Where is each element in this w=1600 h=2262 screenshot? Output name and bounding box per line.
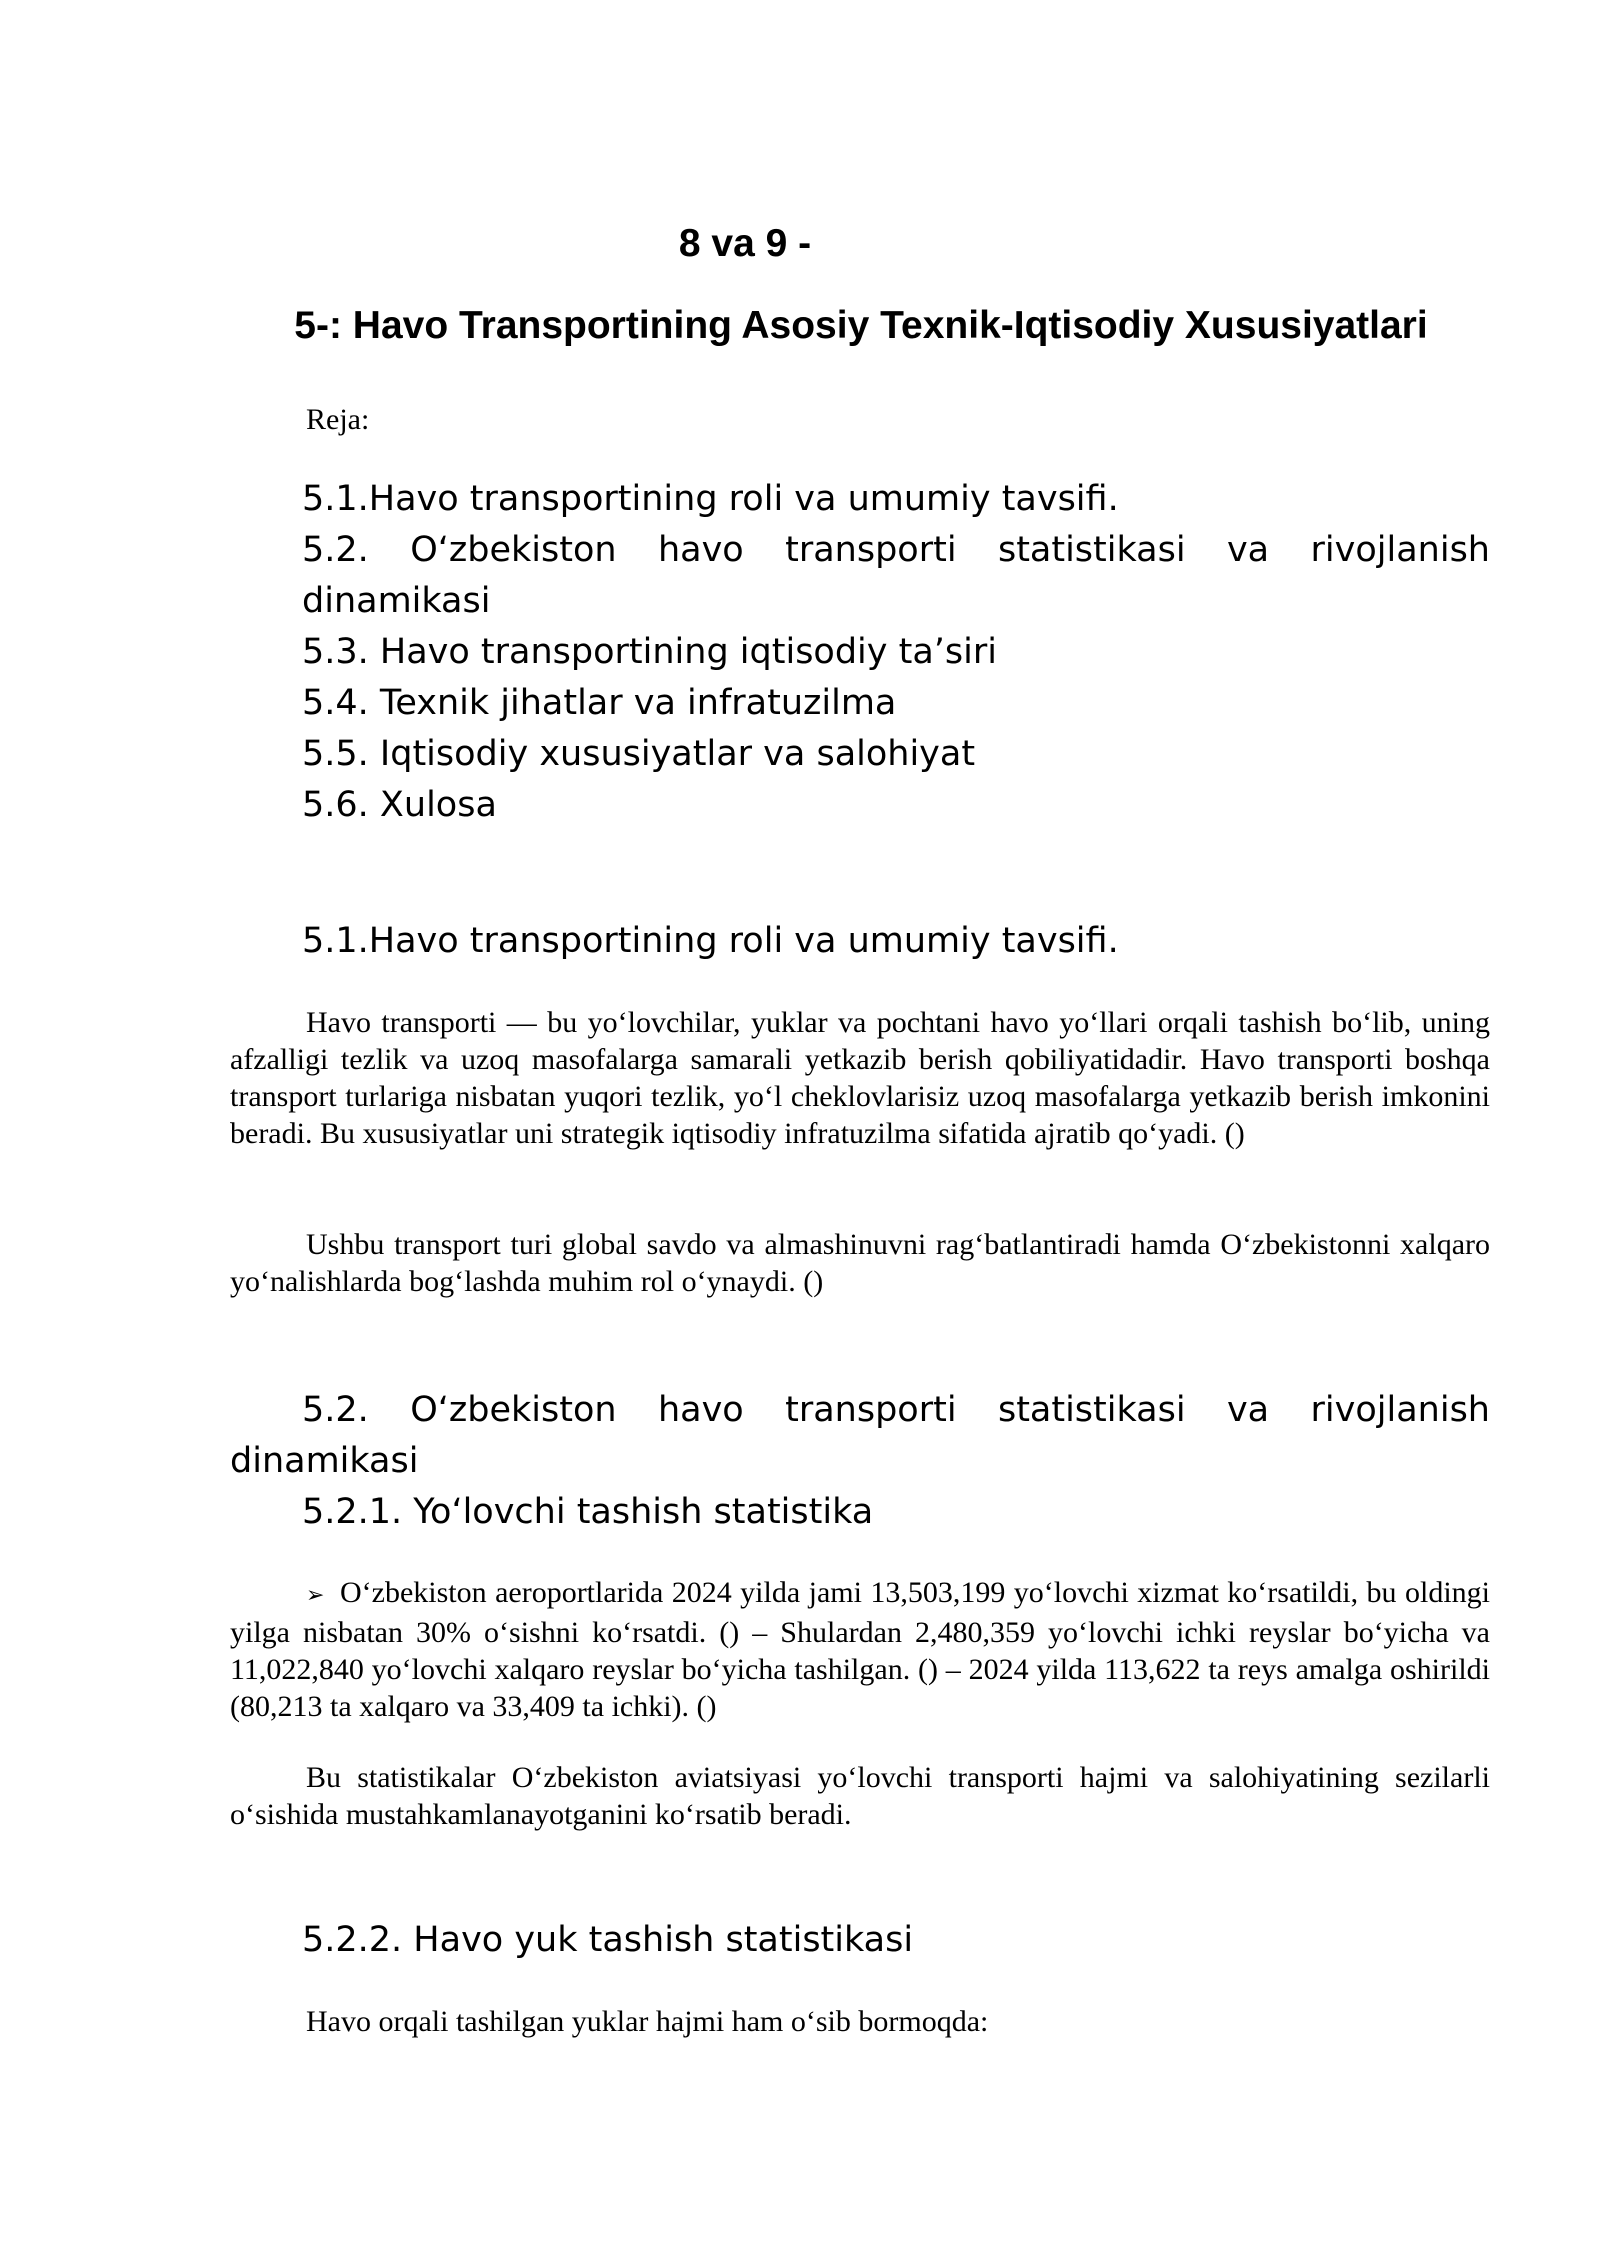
section-2-heading-line-1: 5.2. O‘zbekiston havo transporti statistikasi va rivojlanish — [302, 1390, 1490, 1430]
bullet-text: O‘zbekiston aeroportlarida 2024 yilda jami 13,503,199 yo‘lovchi xizmat ko‘rsatildi, bu oldingi yilga nisbatan 30% o‘sishni ko‘rsatdi. () – Shulardan 2,480,359 yo‘lovchi ichki reyslar bo‘yicha va 11,022,840 yo‘lovchi xalqaro reyslar bo‘yicha tashilgan. () – 2024 yilda 113,622 ta reys amalga oshirildi (80,213 ta xalqaro va 33,409 ta ichki). () — [230, 1576, 1490, 1723]
plan-list — [302, 474, 1490, 831]
plan-item-1: 5.1.Havo transportining roli va umumiy tavsifi. — [302, 479, 1119, 519]
arrow-bullet-icon: ➢ — [306, 1583, 325, 1608]
document-title-top: 8 va 9 - — [678, 222, 812, 265]
section-2-paragraph: Bu statistikalar O‘zbekiston aviatsiyasi yo‘lovchi transporti hajmi va salohiyatining sezilarli o‘sishida mustahkamlanayotganini ko‘rsatib beradi. — [230, 1761, 1490, 1831]
subsection-2-2-paragraph: Havo orqali tashilgan yuklar hajmi ham o‘sib bormoqda: — [306, 2005, 989, 2038]
plan-item-4: 5.4. Texnik jihatlar va infratuzilma — [302, 683, 897, 723]
plan-item-2: 5.2. O‘zbekiston havo transporti statistikasi va rivojlanish dinamikasi — [302, 530, 1490, 621]
plan-item-3: 5.3. Havo transportining iqtisodiy ta’siri — [302, 632, 997, 672]
section-1-paragraph-2: Ushbu transport turi global savdo va almashinuvni rag‘batlantiradi hamda O‘zbekistonni xalqaro yo‘nalishlarda bog‘lashda muhim rol o‘ynaydi. () — [230, 1228, 1490, 1298]
document-title-main: 5-: Havo Transportining Asosiy Texnik-Iqtisodiy Xususiyatlari — [294, 304, 1428, 347]
plan-item-6: 5.6. Xulosa — [302, 785, 497, 825]
plan-label: Reja: — [306, 403, 370, 436]
section-1-heading: 5.1.Havo transportining roli va umumiy tavsifi. — [302, 921, 1119, 961]
subsection-2-2-heading: 5.2.2. Havo yuk tashish statistikasi — [302, 1920, 914, 1960]
bullet-item — [230, 1574, 1490, 1725]
section-1-paragraph-1: Havo transporti — bu yo‘lovchilar, yuklar va pochtani havo yo‘llari orqali tashish bo‘lib, uning afzalligi tezlik va uzoq masofalarga samarali yetkazib berish qobiliyatidadir. Havo transporti boshqa transport turlariga nisbatan yuqori tezlik, yo‘l cheklovlarisiz uzoq masofalarga yetkazib berish imkonini beradi. Bu xususiyatlar uni strategik iqtisodiy infratuzilma sifatida ajratib qo‘yadi. () — [230, 1006, 1490, 1150]
subsection-2-1-heading: 5.2.1. Yo‘lovchi tashish statistika — [302, 1492, 874, 1532]
section-2-heading-line-2: dinamikasi — [230, 1441, 419, 1481]
plan-item-5: 5.5. Iqtisodiy xususiyatlar va salohiyat — [302, 734, 976, 774]
